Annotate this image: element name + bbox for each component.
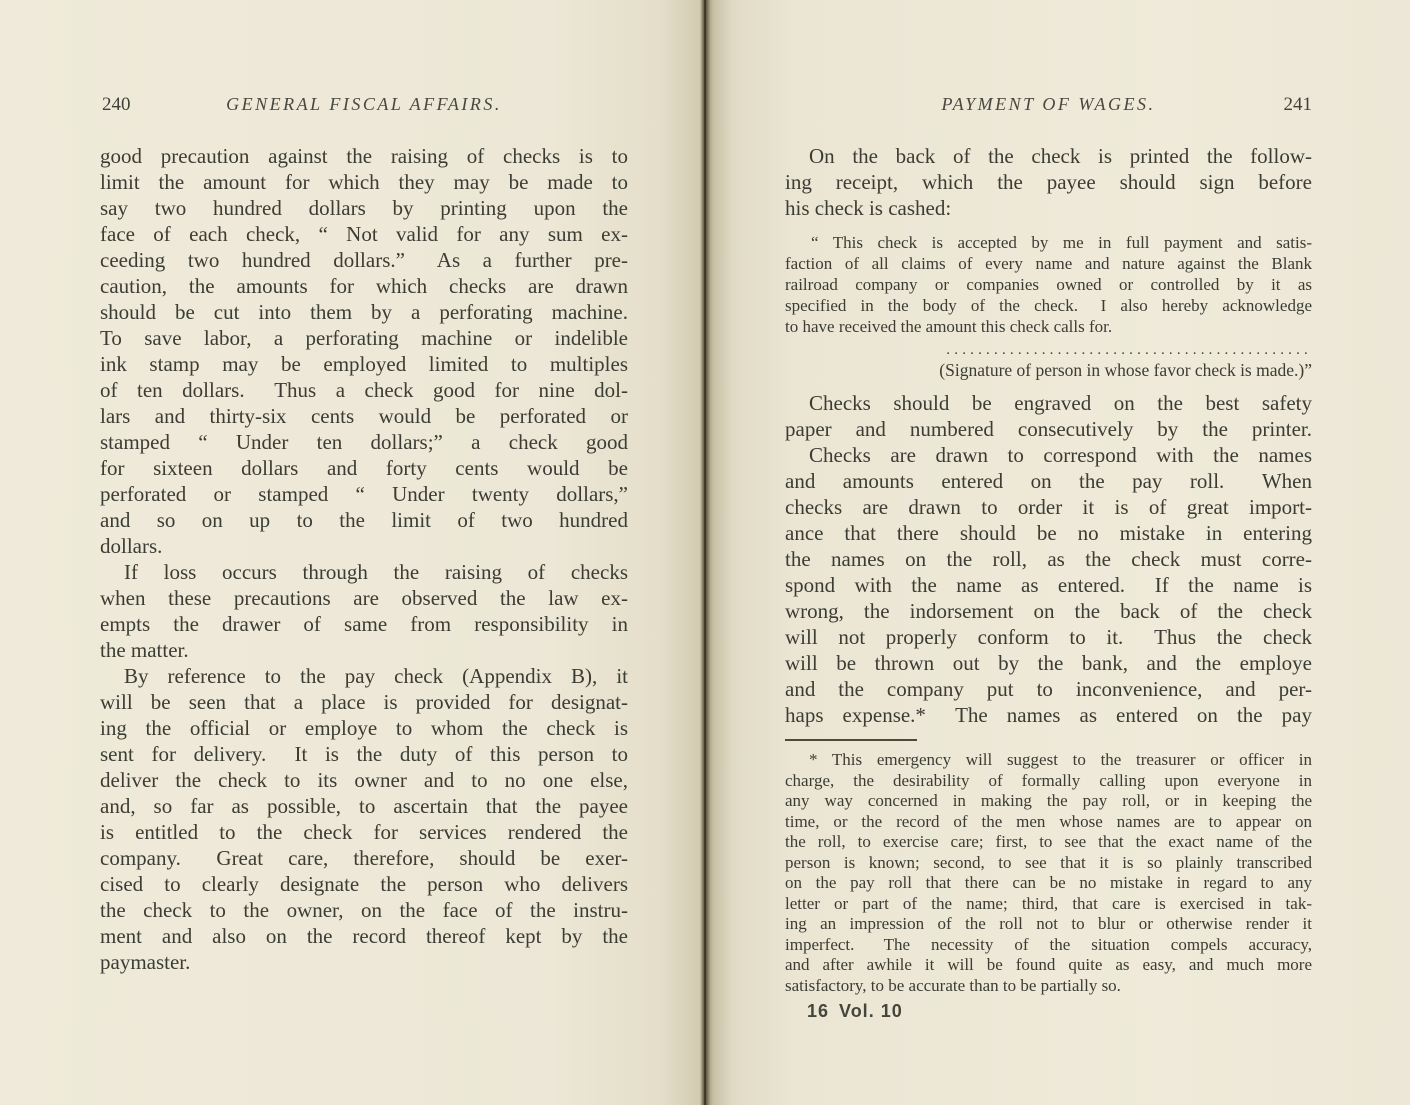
right-intro-paragraphs bbox=[785, 143, 1312, 221]
text-line: should be cut into them by a perforating machine. bbox=[100, 300, 628, 324]
text-line: will not properly conform to it. Thus the check bbox=[785, 625, 1312, 649]
text-line: and so on up to the limit of two hundred bbox=[100, 508, 628, 532]
right-page-body bbox=[785, 143, 1312, 1024]
text-line: to have received the amount this check calls for. bbox=[785, 317, 1113, 336]
text-line: * This emergency will suggest to the treasurer or officer in bbox=[809, 750, 1312, 769]
text-line: sent for delivery. It is the duty of this person to bbox=[100, 742, 628, 766]
text-line: charge, the desirability of formally calling upon everyone in bbox=[785, 770, 1312, 790]
text-line: Checks are drawn to correspond with the names bbox=[809, 443, 1312, 467]
text-line: satisfactory, to be accurate than to be partially so. bbox=[785, 975, 1121, 995]
text-line: cised to clearly designate the person who delivers bbox=[100, 872, 628, 896]
text-line: say two hundred dollars by printing upon the bbox=[100, 196, 628, 220]
text-line: ink stamp may be employed limited to multiples bbox=[100, 352, 628, 376]
text-line: caution, the amounts for which checks are drawn bbox=[100, 274, 628, 298]
text-line: time, or the record of the men whose names are to appear on bbox=[785, 811, 1312, 831]
text-line: railroad company or companies owned or controlled by it as bbox=[785, 275, 1312, 294]
left-page-header bbox=[100, 94, 628, 120]
text-line: any way concerned in making the pay roll, or in keeping the bbox=[785, 791, 1312, 810]
text-line: On the back of the check is printed the follow- bbox=[809, 144, 1312, 168]
text-line: and after awhile it will be found quite as easy, and much more bbox=[785, 955, 1312, 974]
right-page-header bbox=[785, 94, 1312, 120]
text-line: wrong, the indorsement on the back of the check bbox=[785, 599, 1312, 623]
text-line: deliver the check to its owner and to no one else, bbox=[100, 768, 628, 792]
text-line: and, so far as possible, to ascertain that the payee bbox=[100, 794, 628, 818]
page-number-right: 241 bbox=[1283, 94, 1312, 115]
text-line: letter or part of the name; third, that care is exercised in tak- bbox=[785, 893, 1312, 913]
paragraph bbox=[785, 750, 1312, 996]
text-line: imperfect. The necessity of the situation compels accuracy, bbox=[785, 934, 1312, 954]
text-line: empts the drawer of same from responsibility in bbox=[100, 612, 628, 636]
text-line: paper and numbered consecutively by the printer. bbox=[785, 417, 1312, 441]
text-line: ing an impression of the roll not to blur or otherwise render it bbox=[785, 914, 1312, 933]
text-line: and amounts entered on the pay roll. When bbox=[785, 469, 1312, 493]
text-line: ing the official or employe to whom the check is bbox=[100, 716, 628, 740]
text-line: stamped “ Under ten dollars;” a check good bbox=[100, 430, 628, 454]
text-line: face of each check, “ Not valid for any sum ex- bbox=[100, 222, 628, 246]
text-line: By reference to the pay check (Appendix B), it bbox=[124, 664, 628, 688]
text-line: spond with the name as entered. If the name is bbox=[785, 573, 1312, 597]
running-head-right: PAYMENT OF WAGES. bbox=[941, 94, 1156, 114]
signature-dotted-line: .............................................. bbox=[946, 343, 1312, 358]
text-line: will be thrown out by the bank, and the employe bbox=[785, 651, 1312, 675]
paragraph bbox=[785, 390, 1312, 442]
text-line: “ This check is accepted by me in full payment and satis- bbox=[811, 233, 1312, 252]
receipt-text bbox=[785, 232, 1312, 337]
text-line: To save labor, a perforating machine or indelible bbox=[100, 326, 628, 350]
text-line: ing receipt, which the payee should sign before bbox=[785, 170, 1312, 194]
text-line: ance that there should be no mistake in entering bbox=[785, 521, 1312, 545]
receipt-block bbox=[785, 232, 1312, 380]
text-line: of ten dollars. Thus a check good for nine dol- bbox=[100, 378, 628, 402]
text-line: the check to the owner, on the face of the instru- bbox=[100, 898, 628, 922]
right-main-paragraphs bbox=[785, 390, 1312, 728]
text-line: If loss occurs through the raising of checks bbox=[124, 560, 628, 584]
text-line: lars and thirty-six cents would be perforated or bbox=[100, 404, 628, 428]
text-line: checks are drawn to order it is of great import- bbox=[785, 495, 1312, 519]
text-line: ment and also on the record thereof kept by the bbox=[100, 924, 628, 948]
paragraph bbox=[785, 442, 1312, 728]
running-head-left: GENERAL FISCAL AFFAIRS. bbox=[226, 94, 502, 114]
text-line: person is known; second, to see that it is so plainly transcribed bbox=[785, 852, 1312, 872]
text-line: on the pay roll that there can be no mistake in regard to any bbox=[785, 873, 1312, 892]
paragraph bbox=[785, 143, 1312, 221]
text-line: company. Great care, therefore, should be exer- bbox=[100, 846, 628, 870]
printers-signature-mark: 16 Vol. 10 bbox=[807, 1001, 903, 1021]
left-page-body bbox=[100, 143, 628, 975]
paragraph bbox=[100, 663, 628, 975]
text-line: specified in the body of the check. I also hereby acknowledge bbox=[785, 296, 1312, 315]
book-gutter bbox=[700, 0, 710, 1105]
text-line: Checks should be engraved on the best safety bbox=[809, 391, 1312, 415]
text-line: perforated or stamped “ Under twenty dollars,” bbox=[100, 482, 628, 506]
page-right bbox=[705, 0, 1410, 1105]
paragraph bbox=[100, 559, 628, 663]
text-line: the roll, to exercise care; first, to see that the exact name of the bbox=[785, 832, 1312, 851]
paragraph bbox=[785, 232, 1312, 337]
footnote bbox=[785, 750, 1312, 996]
text-line: and the company put to inconvenience, and per- bbox=[785, 677, 1312, 701]
text-line: is entitled to the check for services rendered the bbox=[100, 820, 628, 844]
text-line: the names on the roll, as the check must corre- bbox=[785, 547, 1312, 571]
text-line: his check is cashed: bbox=[785, 196, 952, 220]
text-line: for sixteen dollars and forty cents would be bbox=[100, 456, 628, 480]
text-line: faction of all claims of every name and nature against the Blank bbox=[785, 254, 1312, 273]
text-line: haps expense.* The names as entered on the pay bbox=[785, 703, 1312, 727]
text-line: the matter. bbox=[100, 638, 189, 662]
text-line: good precaution against the raising of checks is to bbox=[100, 144, 628, 168]
text-line: paymaster. bbox=[100, 950, 191, 974]
text-line: dollars. bbox=[100, 534, 163, 558]
footnote-rule bbox=[785, 739, 917, 741]
text-line: when these precautions are observed the law ex- bbox=[100, 586, 628, 610]
paragraph bbox=[100, 143, 628, 559]
page-number-left: 240 bbox=[102, 94, 131, 115]
text-line: ceeding two hundred dollars.” As a further pre- bbox=[100, 248, 628, 272]
text-line: will be seen that a place is provided for designat- bbox=[100, 690, 628, 714]
signature-caption: (Signature of person in whose favor check is made.)” bbox=[939, 360, 1312, 380]
text-line: limit the amount for which they may be made to bbox=[100, 170, 628, 194]
